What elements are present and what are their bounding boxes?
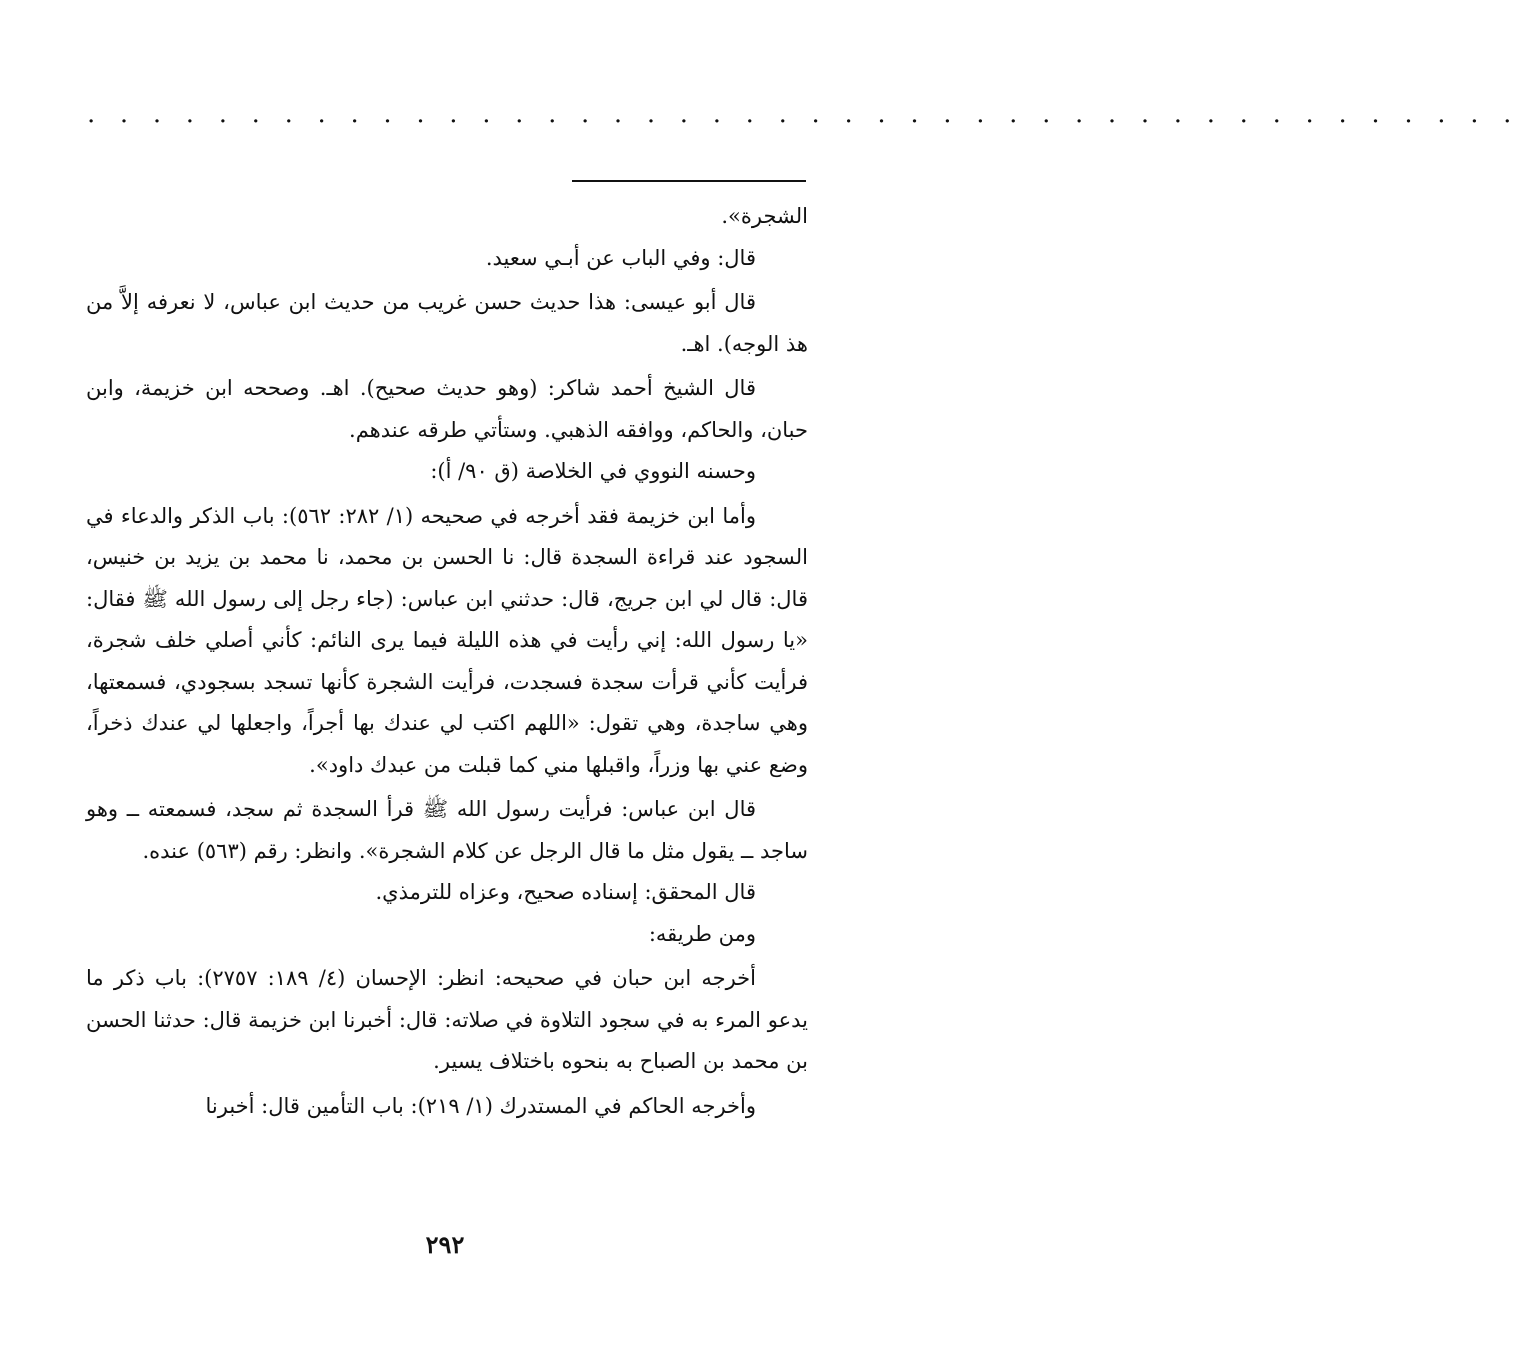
page-body — [86, 196, 808, 1127]
paragraph: ومن طريقه: — [648, 921, 756, 946]
paragraph: وأخرجه الحاكم في المستدرك (١/ ٢١٩): باب التأمين قال: أخبرنا — [205, 1093, 756, 1118]
paragraph: وحسنه النووي في الخلاصة (ق ٩٠/ أ): — [430, 459, 756, 483]
paragraph: وأما ابن خزيمة فقد أخرجه في صحيحه (١/ ٢٨٢: ٥٦٢): باب الذكر والدعاء في السجود عند قراءة السجدة قال: نا الحسن بن محمد، نا محمد بن يزيد بن خنيس، قال: قال لي ابن جريج، قال: حدثني ابن عباس: (جاء رجل إلى رسول الله ﷺ فقال: «يا رسول الله: إني رأيت في هذه الليلة فيما يرى النائم: كأني أصلي خلف شجرة، فرأيت كأني قرأت سجدة فسجدت، فرأيت الشجرة كأنها تسجد بسجودي، فسمعتها، وهي ساجدة، وهي تقول: «اللهم اكتب لي عندك بها أجراً، واجعلها لي عندك ذخراً، وضع عني بها وزراً، واقبلها مني كما قبلت من عبدك داود». — [86, 503, 808, 777]
paragraph: قال ابن عباس: فرأيت رسول الله ﷺ قرأ السجدة ثم سجد، فسمعته ــ وهو ساجد ــ يقول مثل ما قال الرجل عن كلام الشجرة». وانظر: رقم (٥٦٣) عنده. — [86, 797, 808, 863]
footnote-separator-rule — [572, 180, 806, 182]
paragraph: قال أبو عيسى: هذا حديث حسن غريب من حديث ابن عباس، لا نعرفه إلاَّ من هذ الوجه). اهـ. — [86, 290, 808, 356]
page-number: ٢٩٢ — [425, 1230, 465, 1259]
paragraph: أخرجه ابن حبان في صحيحه: انظر: الإحسان (٤/ ١٨٩: ٢٧٥٧): باب ذكر ما يدعو المرء به في سجود التلاوة في صلاته: قال: أخبرنا ابن خزيمة قال: حدثنا الحسن بن محمد بن الصباح به بنحوه باختلاف يسير. — [86, 966, 808, 1073]
paragraph-continuation: الشجرة». — [721, 204, 808, 228]
paragraph: قال المحقق: إسناده صحيح، وعزاه للترمذي. — [375, 880, 756, 904]
header-dotted-line: · · · · · · · · · · · · · · · · · · · · · · · · · · · · · · · · · · · · · · · · · · · · — [88, 111, 1521, 132]
paragraph: قال: وفي الباب عن أبـي سعيد. — [485, 245, 756, 270]
paragraph: قال الشيخ أحمد شاكر: (وهو حديث صحيح). اهـ. وصححه ابن خزيمة، وابن حبان، والحاكم، ووافقه الذهبي. وستأتي طرقه عندهم. — [86, 376, 808, 442]
